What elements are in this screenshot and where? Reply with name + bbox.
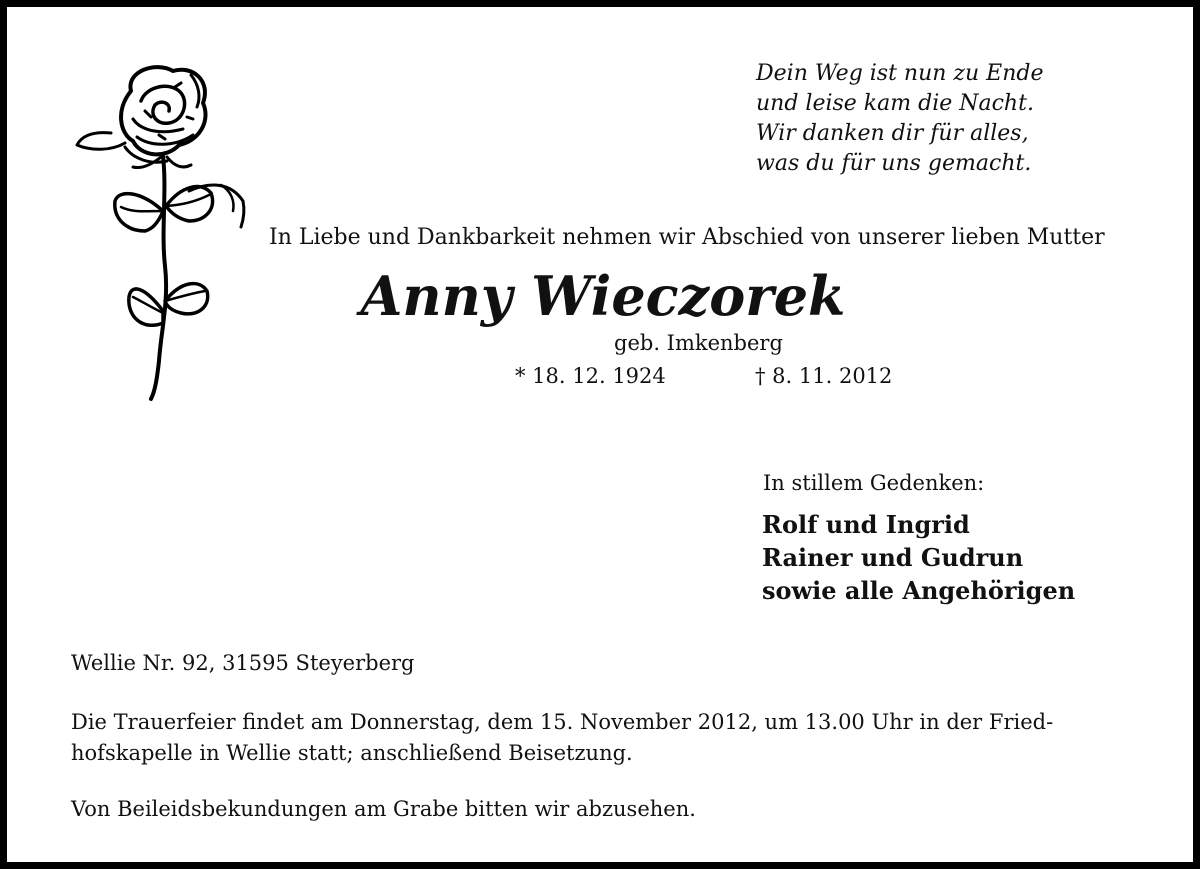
poem-line: Wir danken dir für alles, — [756, 121, 1029, 146]
rose-icon — [71, 61, 251, 406]
funeral-info-line: hofskapelle in Wellie statt; anschließend Beisetzung. — [71, 741, 633, 765]
mourner-entry: Rolf und Ingrid — [762, 510, 970, 539]
poem-line: und leise kam die Nacht. — [756, 91, 1034, 116]
birth-date: * 18. 12. 1924 — [515, 364, 666, 388]
deceased-name: Anny Wieczorek — [360, 264, 846, 328]
poem-line: was du für uns gemacht. — [756, 151, 1032, 176]
funeral-info — [71, 707, 1053, 769]
mourner-entry: sowie alle Angehörigen — [762, 576, 1076, 605]
poem-line: Dein Weg ist nun zu Ende — [756, 61, 1044, 86]
intro-text: In Liebe und Dankbarkeit nehmen wir Abschied von unserer lieben Mutter — [269, 225, 1105, 250]
maiden-name: geb. Imkenberg — [614, 331, 783, 355]
poem — [756, 59, 1044, 179]
funeral-info-line: Die Trauerfeier findet am Donnerstag, dem 15. November 2012, um 13.00 Uhr in der Fried- — [71, 710, 1054, 734]
memorial-heading: In stillem Gedenken: — [763, 471, 985, 495]
mourners-list — [762, 508, 1075, 607]
mourner-entry: Rainer und Gudrun — [762, 543, 1024, 572]
condolence-note: Von Beileidsbekundungen am Grabe bitten wir abzusehen. — [71, 797, 696, 821]
death-date: † 8. 11. 2012 — [755, 364, 893, 388]
address: Wellie Nr. 92, 31595 Steyerberg — [71, 651, 415, 675]
deceased-name-block — [7, 261, 1200, 331]
